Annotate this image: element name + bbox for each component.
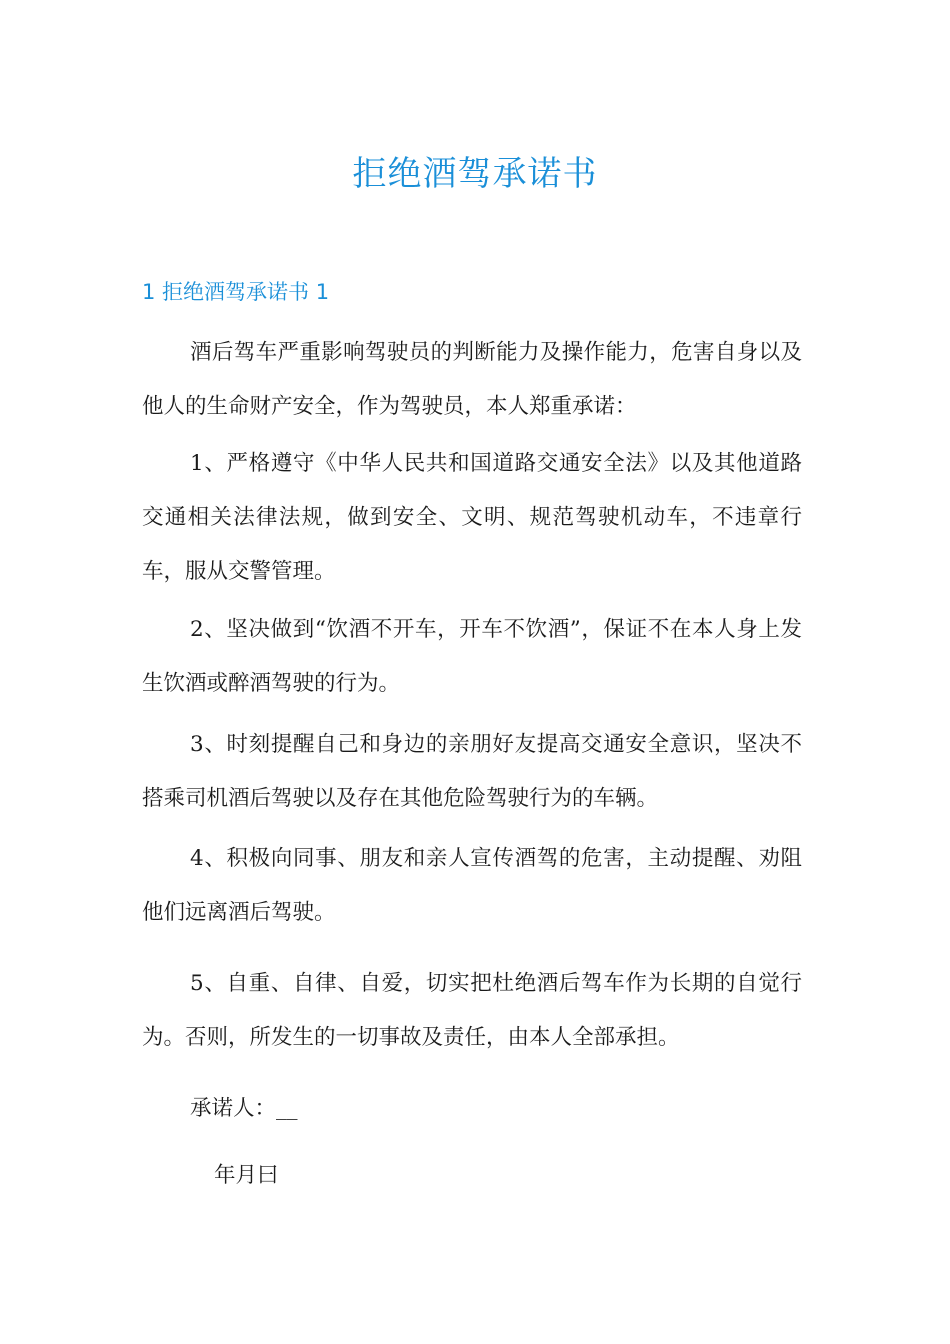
- commitment-item-2: 2、坚决做到“饮酒不开车，开车不饮酒”，保证不在本人身上发生饮酒或醉酒驾驶的行为。: [142, 617, 802, 696]
- signature-line: 承诺人：__: [190, 1096, 298, 1121]
- section-heading: 1 拒绝酒驾承诺书 1: [142, 280, 330, 304]
- date-line: 年月曰: [214, 1163, 279, 1188]
- document-title: 拒绝酒驾承诺书: [352, 154, 598, 194]
- commitment-item-1: 1、严格遵守《中华人民共和国道路交通安全法》以及其他道路交通相关法律法规，做到安全、文明、规范驾驶机动车，不违章行车，服从交警管理。: [142, 451, 802, 584]
- commitment-item-4: 4、积极向同事、朋友和亲人宣传酒驾的危害，主动提醒、劝阻他们远离酒后驾驶。: [142, 846, 802, 925]
- commitment-item-3: 3、时刻提醒自己和身边的亲朋好友提高交通安全意识，坚决不搭乘司机酒后驾驶以及存在其他危险驾驶行为的车辆。: [142, 732, 802, 811]
- intro-paragraph: 酒后驾车严重影响驾驶员的判断能力及操作能力，危害自身以及他人的生命财产安全，作为驾驶员，本人郑重承诺：: [142, 340, 802, 419]
- commitment-item-5: 5、自重、自律、自爱，切实把杜绝酒后驾车作为长期的自觉行为。否则，所发生的一切事故及责任，由本人全部承担。: [142, 971, 802, 1050]
